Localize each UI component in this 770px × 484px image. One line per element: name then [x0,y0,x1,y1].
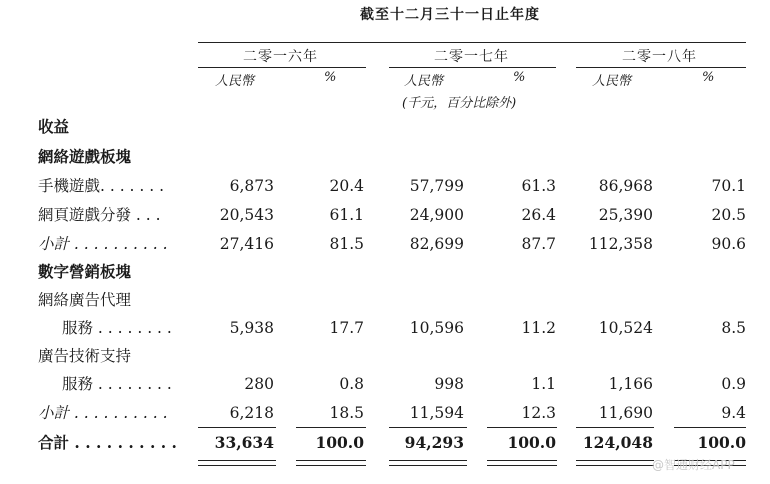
subtotal-rule-2017-percent [487,427,557,428]
subtotal-rule-2016-percent [296,427,366,428]
row-value-1: 5,938 [229,319,274,337]
row-value-6: 20.5 [711,206,746,224]
row-value-3: 998 [434,375,464,393]
total-double-rule-2016-percent [296,460,366,466]
year-2017-header: 二零一七年 [434,49,509,65]
watermark: @智通财经APP [652,458,735,472]
percent-label-2017: % [513,70,526,85]
row-value-2: 17.7 [329,319,364,337]
row-label: 手機遊戲. . . . . . . [38,177,165,195]
table-row [0,400,770,426]
table-row [0,173,770,199]
row-value-6: 100.0 [697,433,746,452]
table-row [0,259,770,285]
row-value-4: 11.2 [521,319,556,337]
row-label: 數字營銷板塊 [38,262,132,281]
period-rule [198,42,746,43]
row-value-3: 94,293 [404,433,464,452]
subtotal-rule-2018-amount [576,427,654,428]
row-value-6: 9.4 [721,404,746,422]
total-double-rule-2016-amount [198,460,276,466]
row-value-3: 24,900 [409,206,464,224]
percent-label-2016: % [324,70,337,85]
table-row [0,144,770,170]
row-value-5: 25,390 [598,206,653,224]
row-label: 廣告技術支持 [38,347,132,365]
row-value-3: 11,594 [409,404,464,422]
row-label: 收益 [38,117,70,136]
table-row [0,430,770,456]
row-value-5: 1,166 [608,375,653,393]
year-2016-header: 二零一六年 [243,49,318,65]
unit-note: (千元，百分比除外) [402,96,517,111]
row-value-1: 33,634 [214,433,274,452]
row-value-2: 61.1 [329,206,364,224]
row-value-3: 10,596 [409,319,464,337]
row-value-6: 8.5 [721,319,746,337]
period-header: 截至十二月三十一日止年度 [360,7,540,23]
year-2016-rule [198,67,366,68]
row-value-5: 86,968 [598,177,653,195]
row-value-6: 0.9 [721,375,746,393]
currency-label-2017: 人民幣 [404,74,444,89]
row-value-4: 26.4 [521,206,556,224]
total-double-rule-2018-amount [576,460,654,466]
row-value-5: 112,358 [588,235,653,253]
table-row [0,315,770,341]
row-value-2: 0.8 [339,375,364,393]
currency-label-2018: 人民幣 [592,74,632,89]
row-value-3: 82,699 [409,235,464,253]
row-value-4: 12.3 [521,404,556,422]
row-label: 服務 . . . . . . . . [62,319,172,337]
row-label: 服務 . . . . . . . . [62,375,172,393]
row-value-1: 20,543 [219,206,274,224]
row-value-3: 57,799 [409,177,464,195]
table-row [0,231,770,257]
row-label: 網絡廣告代理 [38,291,132,309]
table-row [0,202,770,228]
row-value-1: 280 [244,375,274,393]
year-2018-rule [576,67,746,68]
row-label: 網絡遊戲板塊 [38,147,132,166]
table-row [0,371,770,397]
table-row [0,343,770,369]
table-row [0,287,770,313]
row-value-4: 1.1 [531,375,556,393]
row-value-2: 100.0 [315,433,364,452]
total-double-rule-2017-amount [389,460,467,466]
row-value-2: 20.4 [329,177,364,195]
percent-label-2018: % [702,70,715,85]
row-label: 小計 . . . . . . . . . . [38,404,168,422]
row-value-6: 70.1 [711,177,746,195]
row-value-1: 6,218 [229,404,274,422]
total-double-rule-2017-percent [487,460,557,466]
row-label: 小計 . . . . . . . . . . [38,235,168,253]
row-value-4: 100.0 [507,433,556,452]
row-value-1: 6,873 [229,177,274,195]
year-2018-header: 二零一八年 [622,49,697,65]
row-value-1: 27,416 [219,235,274,253]
subtotal-rule-2018-percent [674,427,746,428]
year-2017-rule [389,67,556,68]
table-row [0,114,770,140]
row-value-6: 90.6 [711,235,746,253]
row-value-5: 124,048 [582,433,653,452]
row-value-5: 11,690 [598,404,653,422]
row-value-4: 61.3 [521,177,556,195]
currency-label-2016: 人民幣 [215,74,255,89]
row-value-2: 81.5 [329,235,364,253]
row-label: 網頁遊戲分發 . . . [38,206,161,224]
row-label: 合計 . . . . . . . . . . [38,433,177,452]
row-value-4: 87.7 [521,235,556,253]
subtotal-rule-2017-amount [389,427,467,428]
row-value-5: 10,524 [598,319,653,337]
subtotal-rule-2016-amount [198,427,276,428]
row-value-2: 18.5 [329,404,364,422]
